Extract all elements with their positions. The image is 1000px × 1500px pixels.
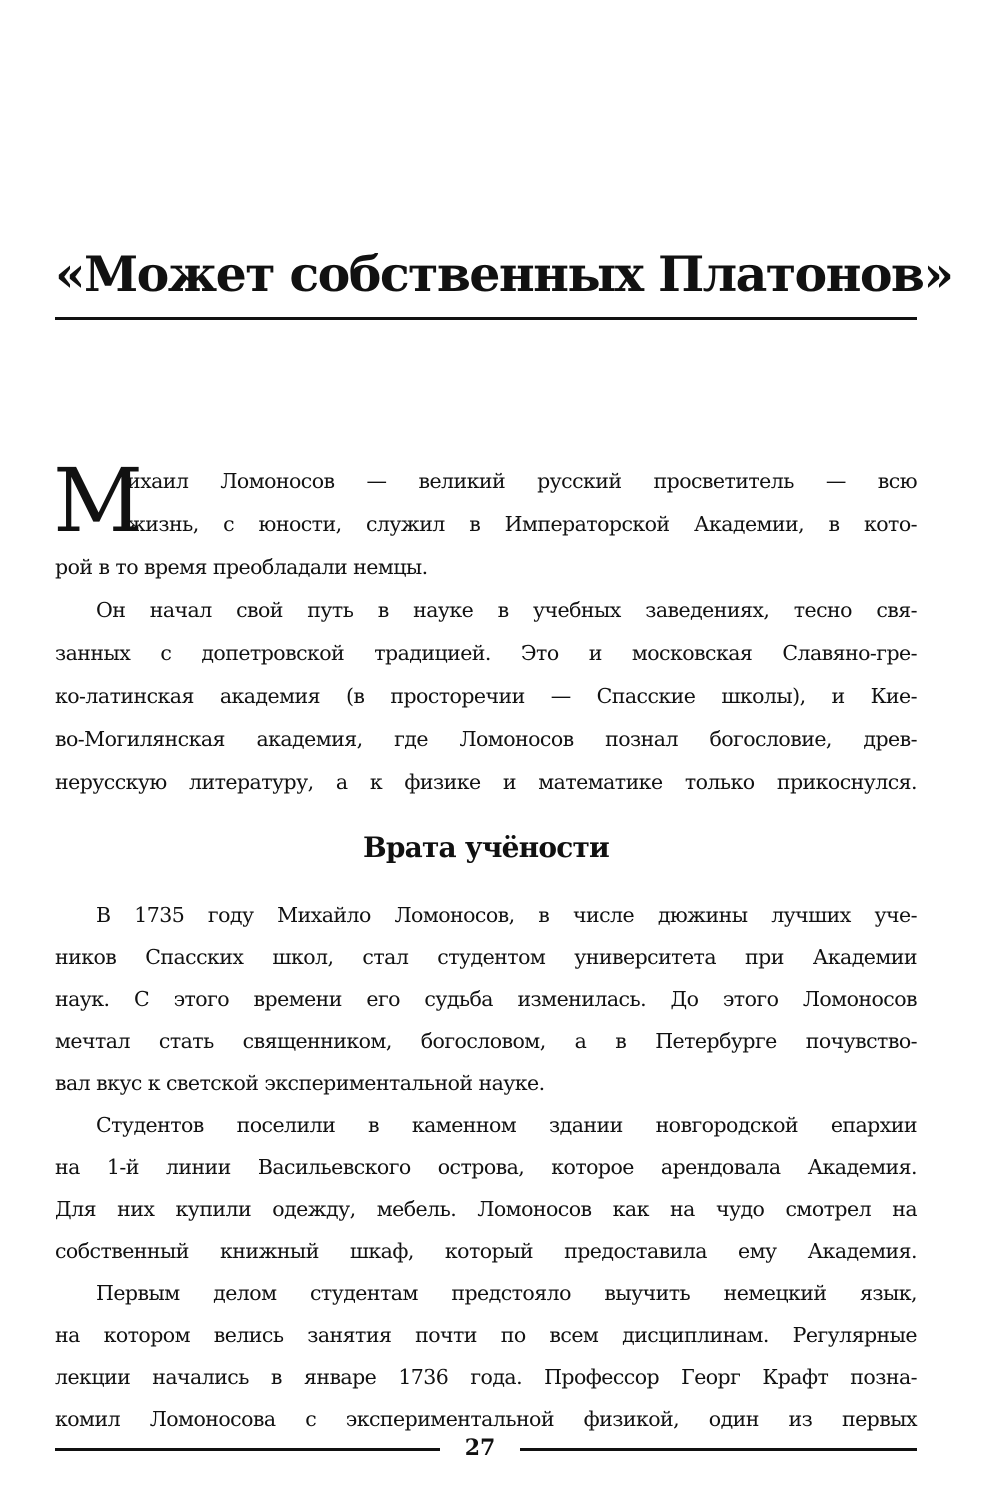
footer-rule-right xyxy=(520,1448,917,1451)
section-p2-line-2: на 1-й линии Васильевского острова, которое арендовала Академия. xyxy=(55,1155,917,1179)
section-p2-line-4: собственный книжный шкаф, который предоставила ему Академия. xyxy=(55,1239,917,1263)
chapter-title: «Может собственных Платонов» xyxy=(55,245,953,303)
intro-p1-line-3: рой в то время преобладали немцы. xyxy=(55,555,428,579)
page-number: 27 xyxy=(464,1435,496,1461)
title-underline xyxy=(55,317,917,320)
section-p1-line-5: вал вкус к светской экспериментальной науке. xyxy=(55,1071,545,1095)
section-p1-line-4: мечтал стать священником, богословом, а в Петербурге почувство- xyxy=(55,1029,917,1053)
intro-p2-line-3: ко-латинская академия (в просторечии — Спасские школы), и Кие- xyxy=(55,684,917,708)
intro-p1-line-2: жизнь, с юности, служил в Императорской Академии, в кото- xyxy=(127,512,917,536)
section-p3-line-1: Первым делом студентам предстояло выучить немецкий язык, xyxy=(96,1281,917,1305)
intro-p1-line-1: ихаил Ломоносов — великий русский просветитель — всю xyxy=(127,469,917,493)
section-p1-line-2: ников Спасских школ, стал студентом университета при Академии xyxy=(55,945,917,969)
drop-cap: М xyxy=(53,449,144,552)
section-p3-line-2: на котором велись занятия почти по всем дисциплинам. Регулярные xyxy=(55,1323,917,1347)
section-heading: Врата учёности xyxy=(363,831,609,864)
section-p3-line-3: лекции начались в январе 1736 года. Профессор Георг Крафт позна- xyxy=(55,1365,917,1389)
section-p3-line-4: комил Ломоносова с экспериментальной физикой, один из первых xyxy=(55,1407,917,1431)
intro-p2-line-4: во-Могилянская академия, где Ломоносов познал богословие, древ- xyxy=(55,727,917,751)
footer-rule-left xyxy=(55,1448,440,1451)
intro-p2-line-5: нерусскую литературу, а к физике и математике только прикоснулся. xyxy=(55,770,917,794)
intro-p2-line-1: Он начал свой путь в науке в учебных заведениях, тесно свя- xyxy=(96,598,917,622)
section-p2-line-3: Для них купили одежду, мебель. Ломоносов как на чудо смотрел на xyxy=(55,1197,917,1221)
intro-p2-line-2: занных с допетровской традицией. Это и московская Славяно-гре- xyxy=(55,641,917,665)
section-p1-line-3: наук. С этого времени его судьба изменилась. До этого Ломоносов xyxy=(55,987,917,1011)
section-p1-line-1: В 1735 году Михайло Ломоносов, в числе дюжины лучших уче- xyxy=(96,903,917,927)
section-p2-line-1: Студентов поселили в каменном здании новгородской епархии xyxy=(96,1113,917,1137)
